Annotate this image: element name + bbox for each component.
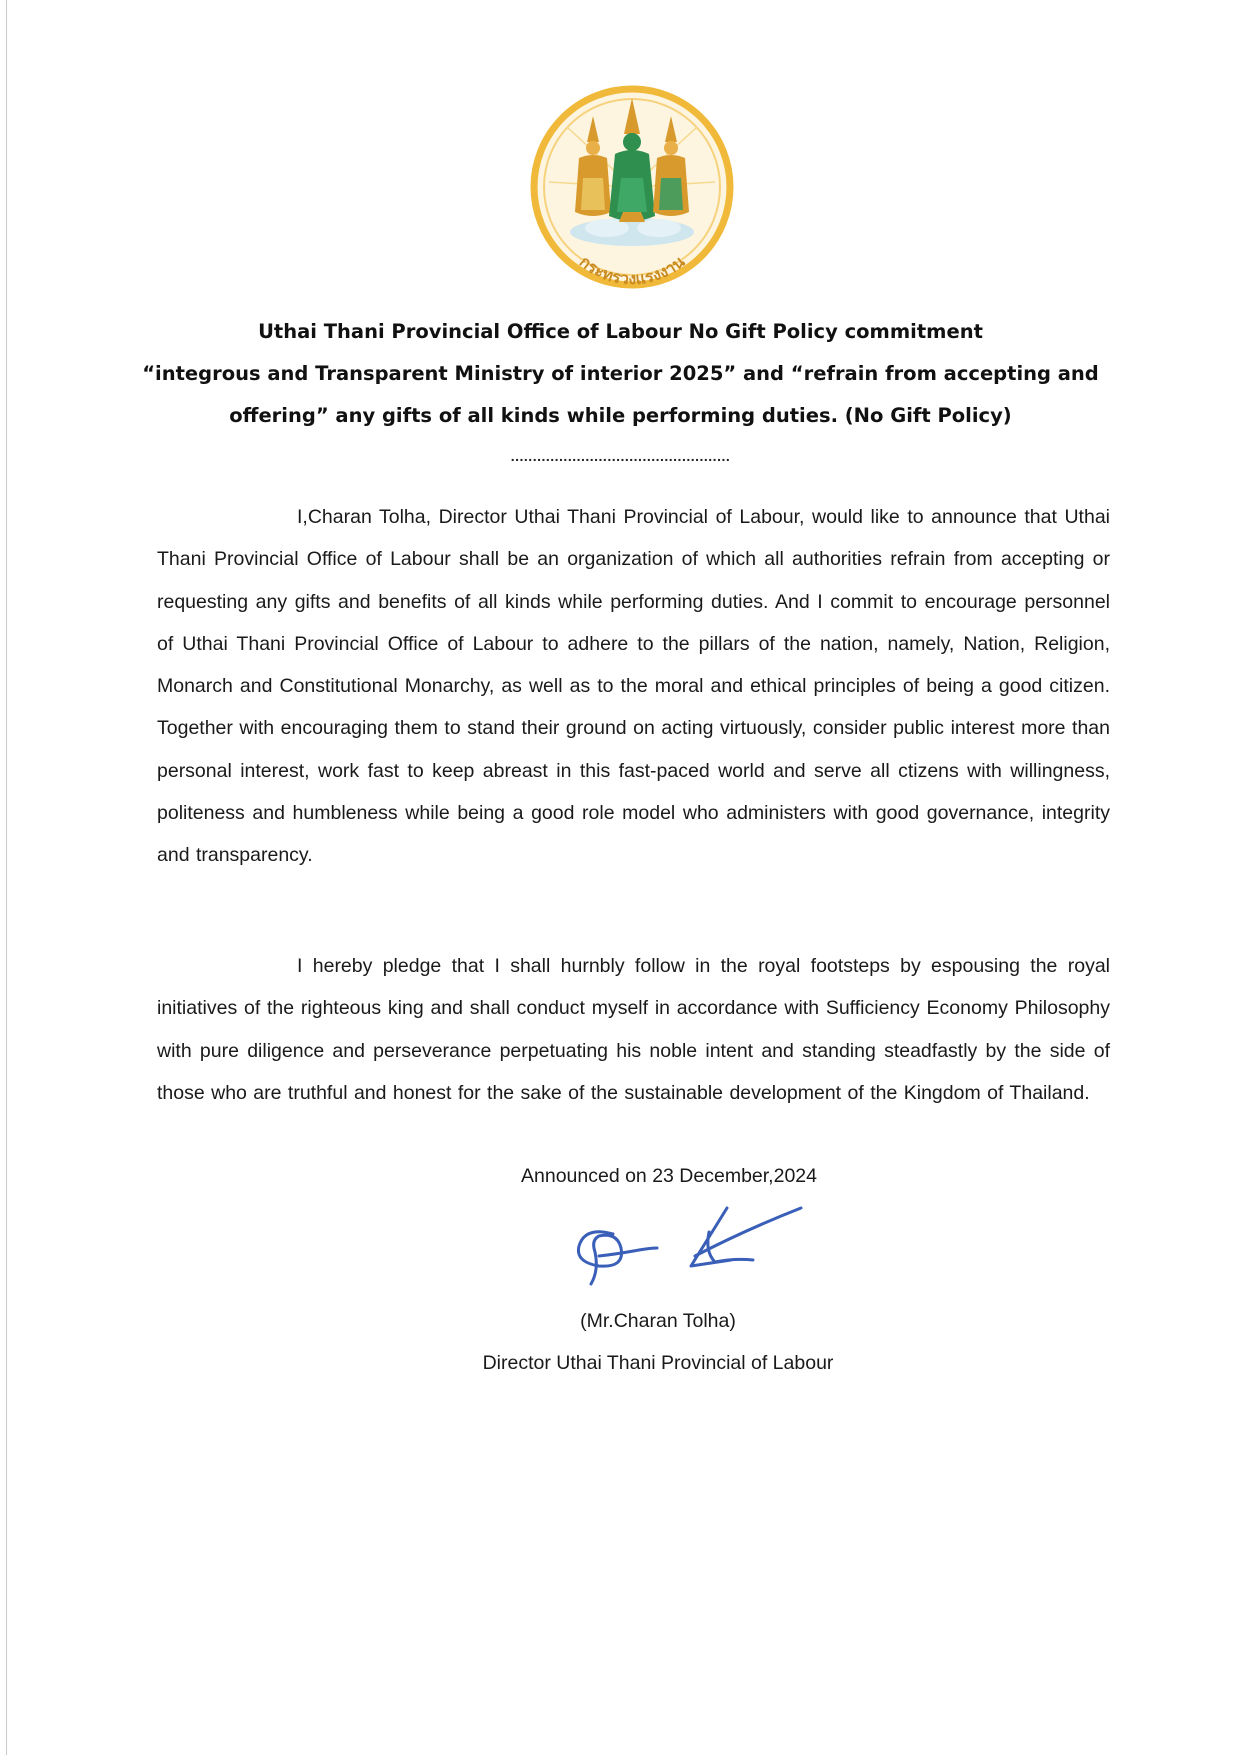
paragraph-commitment [157,496,1110,877]
announcement-date: Announced on 23 December,2024 [521,1165,817,1187]
title-line-1: Uthai Thani Provincial Office of Labour No Gift Policy commitment [258,320,983,343]
scan-edge-line [6,0,7,1755]
title-line-3: offering” any gifts of all kinds while performing duties. (No Gift Policy) [229,404,1012,427]
signer-title: Director Uthai Thani Provincial of Labour [482,1352,834,1374]
signer-name: (Mr.Charan Tolha) [580,1310,736,1332]
handwritten-signature-icon [555,1196,815,1292]
title-line-2: “integrous and Transparent Ministry of interior 2025” and “refrain from accepting and [142,362,1099,385]
paragraph-2-text: I hereby pledge that I shall hurnbly follow in the royal footsteps by espousing the royal initiatives of the righteous king and shall conduct myself in accordance with Sufficiency Economy Philosophy with pure diligence and perseverance perpetuating his noble intent and standing steadfastly by the side of those who are truthful and honest for the sake of the sustainable development of the Kingdom of Thailand. [157,955,1110,1104]
emblem-caption: กระทรวงแรงงาน [575,251,689,289]
ministry-of-labour-emblem-icon [527,82,737,292]
document-title [140,311,1101,437]
paragraph-pledge [157,945,1110,1114]
paragraph-1-text: I,Charan Tolha, Director Uthai Thani Provincial of Labour, would like to announce that Uthai Thani Provincial Office of Labour shall be an organization of which all authorities refrain from accepting or requesting any gifts and benefits of all kinds while performing duties. And I commit to encourage personnel of Uthai Thani Provincial Office of Labour to adhere to the pillars of the nation, namely, Nation, Religion, Monarch and Constitutional Monarchy, as well as to the moral and ethical principles of being a good citizen. Together with encouraging them to stand their ground on acting virtuously, consider public interest more than personal interest, work fast to keep abreast in this fast-paced world and serve all ctizens with willingness, politeness and humbleness while being a good role model who administers with good governance, integrity and transparency. [157,506,1110,867]
dotted-separator: .................................................. [510,448,731,464]
